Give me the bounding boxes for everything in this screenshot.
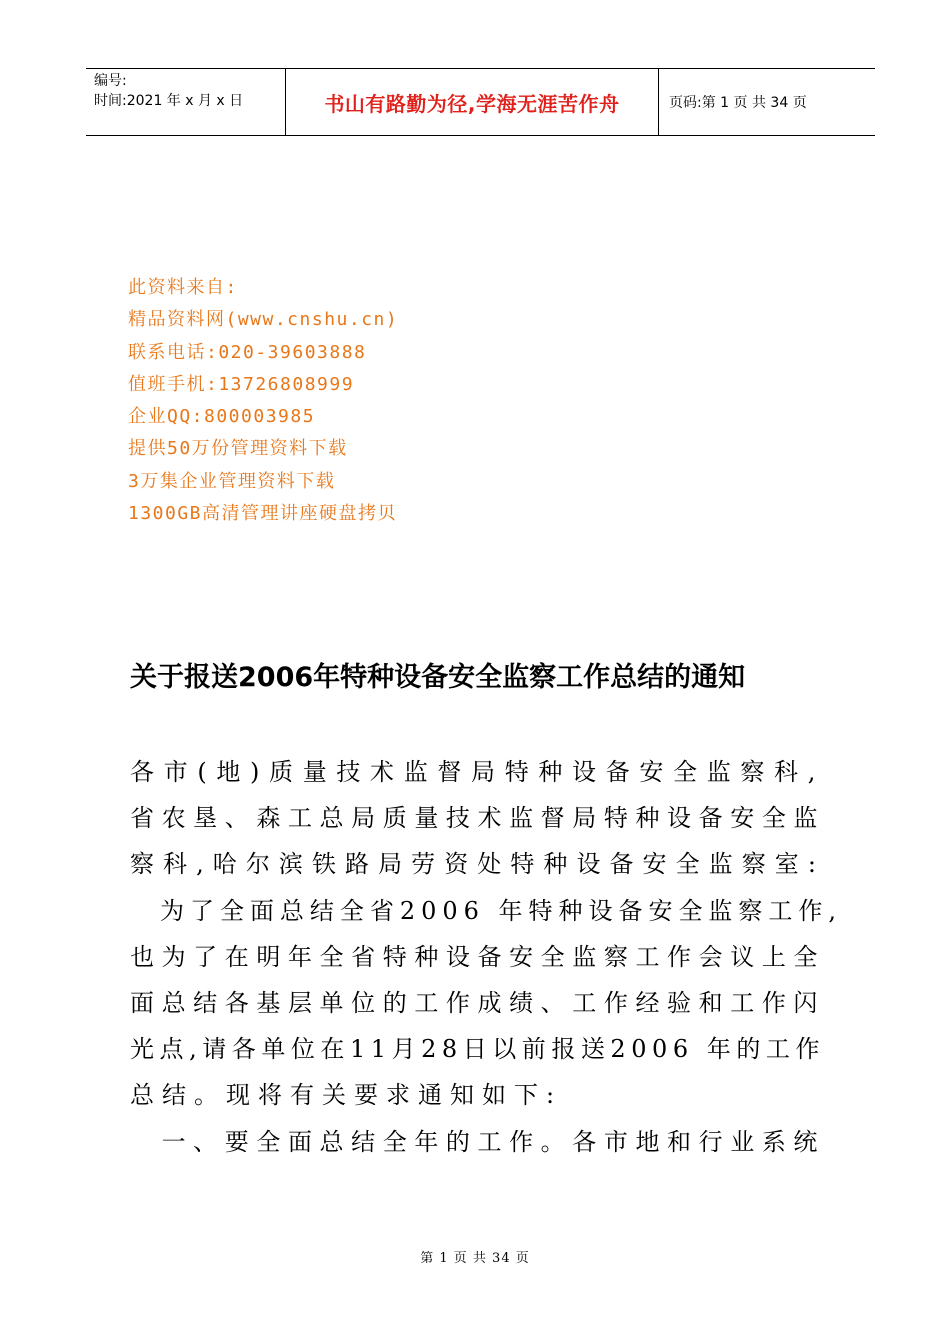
header-meta xyxy=(86,69,286,135)
promo-line: 联系电话:020-39603888 xyxy=(128,341,367,363)
promo-line: 提供50万份管理资料下载 xyxy=(128,438,348,460)
document-number-label: 编号: xyxy=(94,73,127,89)
body-line: 察科,哈尔滨铁路局劳资处特种设备安全监察室: xyxy=(130,850,825,879)
body-line: 光点,请各单位在11月28日以前报送2006 年的工作 xyxy=(130,1035,825,1064)
promo-block xyxy=(128,272,398,530)
body-line: 一、要全面总结全年的工作。各市地和行业系统 xyxy=(130,1127,825,1156)
promo-line: 精品资料网(www.cnshu.cn) xyxy=(128,309,399,331)
page-footer: 第 1 页 共 34 页 xyxy=(420,1251,530,1266)
header-motto: 书山有路勤为径,学海无涯苦作舟 xyxy=(286,69,659,135)
body-line: 总结。现将有关要求通知如下: xyxy=(130,1081,563,1110)
promo-line: 3万集企业管理资料下载 xyxy=(128,470,336,492)
header-page-number xyxy=(659,69,875,135)
body-line: 各市(地)质量技术监督局特种设备安全监察科, xyxy=(130,758,825,786)
body-line: 也为了在明年全省特种设备安全监察工作会议上全 xyxy=(130,942,825,971)
document-title: 关于报送2006年特种设备安全监察工作总结的通知 xyxy=(130,662,746,693)
body-line: 省农垦、森工总局质量技术监督局特种设备安全监 xyxy=(130,804,825,833)
promo-line: 此资料来自: xyxy=(128,277,238,298)
document-time-label: 时间:2021 年 x 月 x 日 xyxy=(94,93,244,109)
header-page-label: 页码:第 1 页 共 34 页 xyxy=(669,95,807,111)
body-line: 面总结各基层单位的工作成绩、工作经验和工作闪 xyxy=(130,989,825,1017)
promo-line: 值班手机:13726808999 xyxy=(128,373,355,395)
page-header xyxy=(86,68,875,136)
promo-line: 1300GB高清管理讲座硬盘拷贝 xyxy=(128,503,398,525)
body-line: 为了全面总结全省2006 年特种设备安全监察工作, xyxy=(130,896,842,925)
promo-line: 企业QQ:800003985 xyxy=(128,406,316,428)
